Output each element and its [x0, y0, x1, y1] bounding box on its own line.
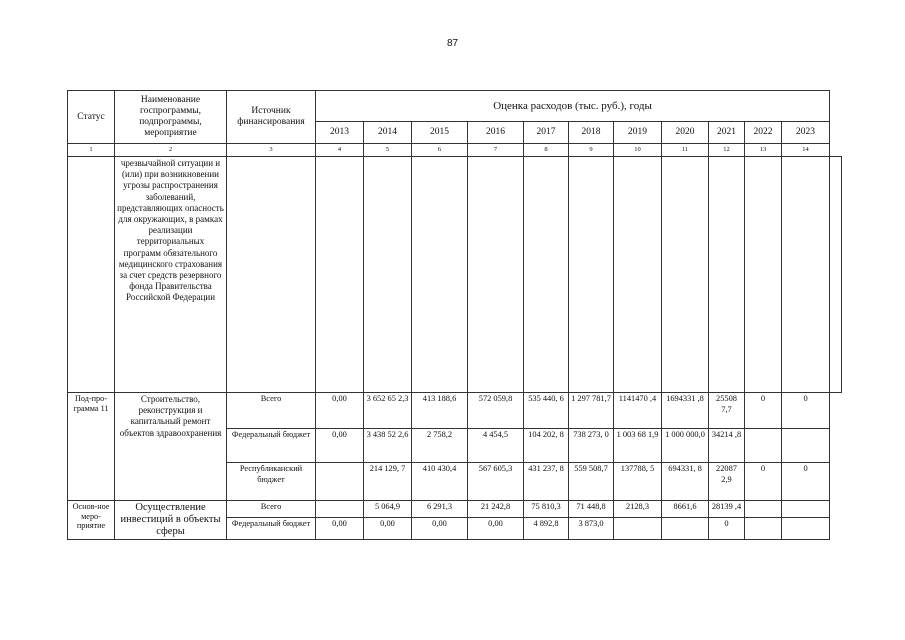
value-2014: 5 064,9 — [364, 501, 412, 518]
value-2018: 1 297 781,7 — [569, 393, 614, 429]
column-index-5: 5 — [364, 144, 412, 157]
value-2013: 0,00 — [316, 393, 364, 429]
value-2013: 0,00 — [316, 429, 364, 463]
column-index-1: 1 — [68, 144, 115, 157]
value-2017: 431 237, 8 — [524, 463, 569, 501]
value-2016: 0,00 — [468, 518, 524, 540]
page-number: 87 — [446, 38, 459, 49]
funding-source: Федеральный бюджет — [227, 518, 316, 540]
value-2017: 535 440, 6 — [524, 393, 569, 429]
value-2023 — [782, 429, 830, 463]
column-index-8: 8 — [524, 144, 569, 157]
value-2022 — [745, 429, 782, 463]
expenditure-table — [67, 90, 842, 540]
column-index-6: 6 — [412, 144, 468, 157]
year-header-2023: 2023 — [782, 122, 830, 144]
continuation-name: чрезвычайной ситуации и (или) при возникновении угрозы распространения заболеваний, представляющих опасность для окружающих, в рамках реализации территориальных программ обязательного медицинского страхования за счет средств резервного фонда Правительства Российской Федерации — [115, 157, 227, 393]
value-2014: 3 652 65 2,3 — [364, 393, 412, 429]
value-2022 — [745, 518, 782, 540]
value-2019 — [614, 518, 662, 540]
value-2023 — [782, 501, 830, 518]
value-2020 — [662, 518, 709, 540]
subprogram-11-row — [68, 393, 842, 429]
year-header-2017: 2017 — [524, 122, 569, 144]
value-2021: 22087 2,9 — [709, 463, 745, 501]
value-2014: 214 129, 7 — [364, 463, 412, 501]
funding-source: Всего — [227, 501, 316, 518]
value-2013 — [316, 463, 364, 501]
value-2020: 1 000 000,0 — [662, 429, 709, 463]
value-2013 — [316, 501, 364, 518]
column-index-2: 2 — [115, 144, 227, 157]
column-index-7: 7 — [468, 144, 524, 157]
value-2019: 1 003 68 1,9 — [614, 429, 662, 463]
continuation-row — [68, 157, 842, 393]
value-2015: 410 430,4 — [412, 463, 468, 501]
year-header-2013: 2013 — [316, 122, 364, 144]
value-2014: 0,00 — [364, 518, 412, 540]
funding-source: Федеральный бюджет — [227, 429, 316, 463]
value-2022: 0 — [745, 393, 782, 429]
year-header-2016: 2016 — [468, 122, 524, 144]
value-2015: 2 758,2 — [412, 429, 468, 463]
value-2022: 0 — [745, 463, 782, 501]
value-2018: 3 873,0 — [569, 518, 614, 540]
year-header-2022: 2022 — [745, 122, 782, 144]
value-2018: 559 508,7 — [569, 463, 614, 501]
value-2019: 137788, 5 — [614, 463, 662, 501]
header-source: Источник финансирования — [227, 91, 316, 144]
column-index-14: 14 — [782, 144, 830, 157]
value-2014: 3 438 52 2,6 — [364, 429, 412, 463]
value-2016: 572 059,8 — [468, 393, 524, 429]
value-2021: 34214 ,8 — [709, 429, 745, 463]
value-2015: 6 291,3 — [412, 501, 468, 518]
value-2015: 0,00 — [412, 518, 468, 540]
value-2017: 104 202, 8 — [524, 429, 569, 463]
value-2019: 1141470 ,4 — [614, 393, 662, 429]
year-header-2020: 2020 — [662, 122, 709, 144]
value-2016: 4 454,5 — [468, 429, 524, 463]
value-2023 — [782, 518, 830, 540]
value-2022 — [745, 501, 782, 518]
subprogram-11-status: Под-про-грамма 11 — [68, 393, 115, 501]
value-2019: 2128,3 — [614, 501, 662, 518]
value-2020: 1694331 ,8 — [662, 393, 709, 429]
value-2018: 71 448,8 — [569, 501, 614, 518]
funding-source: Всего — [227, 393, 316, 429]
value-2020: 694331, 8 — [662, 463, 709, 501]
year-header-2021: 2021 — [709, 122, 745, 144]
value-2016: 21 242,8 — [468, 501, 524, 518]
column-index-3: 3 — [227, 144, 316, 157]
year-header-2019: 2019 — [614, 122, 662, 144]
header-status: Статус — [68, 91, 115, 144]
expenditure-table-wrapper — [67, 90, 842, 540]
column-index-4: 4 — [316, 144, 364, 157]
funding-source: Республиканский бюджет — [227, 463, 316, 501]
subprogram-11-name: Строительство, реконструкция и капитальный ремонт объектов здравоохранения — [115, 393, 227, 501]
value-2015: 413 188,6 — [412, 393, 468, 429]
column-index-10: 10 — [614, 144, 662, 157]
year-header-2018: 2018 — [569, 122, 614, 144]
value-2017: 75 810,3 — [524, 501, 569, 518]
value-2021: 0 — [709, 518, 745, 540]
column-index-12: 12 — [709, 144, 745, 157]
value-2013: 0,00 — [316, 518, 364, 540]
year-header-2014: 2014 — [364, 122, 412, 144]
value-2020: 8661,6 — [662, 501, 709, 518]
column-index-11: 11 — [662, 144, 709, 157]
value-2023: 0 — [782, 463, 830, 501]
value-2021: 28139 ,4 — [709, 501, 745, 518]
main-activity-name: Осуществление инвестиций в объекты сферы — [115, 501, 227, 540]
main-activity-row — [68, 501, 842, 518]
year-header-2015: 2015 — [412, 122, 468, 144]
header-estimate: Оценка расходов (тыс. руб.), годы — [316, 91, 830, 122]
value-2017: 4 892,8 — [524, 518, 569, 540]
value-2018: 738 273, 0 — [569, 429, 614, 463]
value-2016: 567 605,3 — [468, 463, 524, 501]
column-index-9: 9 — [569, 144, 614, 157]
main-activity-status: Основ-ное меро-приятие — [68, 501, 115, 540]
column-index-13: 13 — [745, 144, 782, 157]
continuation-status-cell — [68, 157, 115, 393]
value-2021: 25508 7,7 — [709, 393, 745, 429]
value-2023: 0 — [782, 393, 830, 429]
header-name: Наименование госпрограммы, подпрограммы, мероприятие — [115, 91, 227, 144]
